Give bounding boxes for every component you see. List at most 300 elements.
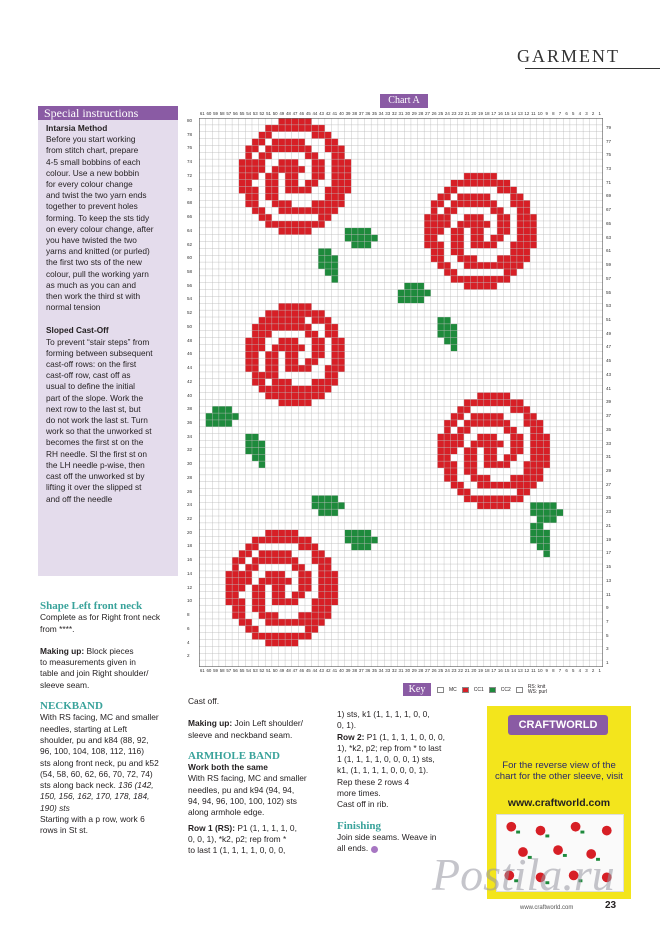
- cc1-stitch: [504, 180, 511, 187]
- cc1-stitch: [331, 358, 338, 365]
- column-number: 37: [358, 668, 364, 673]
- cc1-stitch: [318, 207, 325, 214]
- cc1-stitch: [424, 242, 431, 249]
- cc1-stitch: [252, 605, 259, 612]
- cc1-stitch: [312, 310, 319, 317]
- cc1-stitch: [437, 214, 444, 221]
- cc2-stitch: [358, 543, 365, 550]
- cc1-stitch: [444, 262, 451, 269]
- column-number: 9: [545, 111, 548, 116]
- cc1-stitch: [252, 351, 259, 358]
- cc1-stitch: [298, 166, 305, 173]
- cc1-stitch: [464, 495, 471, 502]
- cc2-stitch: [543, 550, 550, 557]
- cc1-stitch: [252, 372, 259, 379]
- cc1-stitch: [278, 118, 285, 125]
- row-number-left: 68: [187, 200, 193, 206]
- cc1-stitch: [484, 399, 491, 406]
- row-number-right: 3: [606, 646, 609, 652]
- cc1-stitch: [510, 434, 517, 441]
- cc1-stitch: [312, 338, 319, 345]
- cc1-stitch: [305, 365, 312, 372]
- column-number: 43: [319, 111, 324, 116]
- cc1-stitch: [477, 180, 484, 187]
- cc1-stitch: [318, 221, 325, 228]
- row-number-right: 7: [606, 618, 609, 624]
- cc1-stitch: [444, 221, 451, 228]
- cc1-stitch: [259, 550, 266, 557]
- row-number-left: 34: [187, 433, 193, 439]
- cc1-stitch: [278, 578, 285, 585]
- cc1-stitch: [245, 578, 252, 585]
- cc1-stitch: [252, 344, 259, 351]
- column-number: 1: [598, 668, 601, 673]
- cc1-stitch: [272, 619, 279, 626]
- row-number-right: 23: [606, 509, 612, 515]
- cc1-stitch: [524, 221, 531, 228]
- chart-title: Chart A: [380, 94, 428, 108]
- cc2-stitch: [365, 530, 372, 537]
- cc1-stitch: [245, 365, 252, 372]
- row-number-left: 48: [187, 337, 193, 343]
- cc2-stitch: [345, 537, 352, 544]
- cc2-stitch: [530, 523, 537, 530]
- cc1-stitch: [325, 386, 332, 393]
- cc1-stitch: [245, 193, 252, 200]
- cc1-stitch: [318, 173, 325, 180]
- column-number: 13: [517, 111, 523, 116]
- cc1-stitch: [471, 447, 478, 454]
- cc1-stitch: [252, 543, 259, 550]
- cc1-stitch: [298, 564, 305, 571]
- cc1-stitch: [464, 283, 471, 290]
- intarsia-body: Before you start working from stitch chart, prepare 4-5 small bobbins of each colour. Use a new bobbin for every colour change and twist the two yarn ends together to prevent holes forming. To keep the sts tidy on every colour change, after you have twisted the two yarns and knitted (or purled) the first two sts of the new colour, pull the working yarn as much as you can and then work the third st with normal tension: [46, 134, 154, 313]
- cc2-stitch: [451, 344, 458, 351]
- cc2-stitch: [345, 530, 352, 537]
- cc1-stitch: [484, 193, 491, 200]
- column-number: 55: [239, 668, 245, 673]
- cc1-stitch: [312, 207, 319, 214]
- cc1-stitch: [530, 482, 537, 489]
- cc1-stitch: [477, 173, 484, 180]
- cc1-stitch: [497, 180, 504, 187]
- cc1-stitch: [477, 242, 484, 249]
- cc1-stitch: [490, 262, 497, 269]
- column-number: 45: [305, 668, 311, 673]
- cc1-stitch: [338, 193, 345, 200]
- cc1-stitch: [318, 605, 325, 612]
- row-number-right: 37: [606, 413, 612, 419]
- row-number-left: 8: [187, 612, 190, 618]
- cc1-stitch: [292, 187, 299, 194]
- cc2-stitch: [259, 461, 266, 468]
- cc1-stitch: [272, 221, 279, 228]
- cc1-stitch: [292, 598, 299, 605]
- cc1-stitch: [331, 365, 338, 372]
- cc2-stitch: [371, 235, 378, 242]
- cc1-stitch: [265, 132, 272, 139]
- row-number-left: 54: [187, 296, 193, 302]
- cc1-stitch: [232, 592, 239, 599]
- cc1-stitch: [477, 413, 484, 420]
- column-number: 47: [292, 111, 298, 116]
- cc1-stitch: [530, 468, 537, 475]
- cc1-stitch: [325, 132, 332, 139]
- cc2-stitch: [451, 331, 458, 338]
- row1-continued: 1) sts, k1 (1, 1, 1, 1, 0, 0, 0, 1).: [337, 709, 430, 731]
- cc1-stitch: [239, 612, 246, 619]
- cc1-stitch: [444, 447, 451, 454]
- cc1-stitch: [517, 248, 524, 255]
- cc1-stitch: [497, 221, 504, 228]
- cc1-stitch: [325, 564, 332, 571]
- cc2-stitch: [212, 406, 219, 413]
- row-number-left: 38: [187, 406, 193, 412]
- row-number-right: 49: [606, 330, 612, 336]
- cc1-stitch: [517, 482, 524, 489]
- column-number: 10: [537, 668, 543, 673]
- cc2-stitch: [212, 420, 219, 427]
- cc2-stitch: [338, 502, 345, 509]
- column-number: 31: [398, 111, 404, 116]
- cc1-stitch: [331, 592, 338, 599]
- cc1-stitch: [484, 441, 491, 448]
- cc1-stitch: [292, 145, 299, 152]
- cc1-stitch: [510, 269, 517, 276]
- cc2-stitch: [325, 255, 332, 262]
- cc1-stitch: [292, 303, 299, 310]
- cc1-stitch: [265, 180, 272, 187]
- column-number: 8: [552, 111, 555, 116]
- cc1-stitch: [517, 193, 524, 200]
- cc1-stitch: [278, 537, 285, 544]
- cc1-stitch: [477, 214, 484, 221]
- chart-column-numbers-top: [199, 111, 603, 117]
- cc1-stitch: [272, 598, 279, 605]
- cc1-stitch: [292, 166, 299, 173]
- cc2-stitch: [404, 283, 411, 290]
- promo-link[interactable]: www.craftworld.com: [507, 797, 611, 809]
- cc1-stitch: [510, 248, 517, 255]
- cc1-stitch: [530, 434, 537, 441]
- row-number-right: 73: [606, 166, 612, 172]
- cc1-stitch: [232, 612, 239, 619]
- cc1-stitch: [451, 242, 458, 249]
- cc2-stitch: [365, 543, 372, 550]
- column-number: 21: [464, 111, 470, 116]
- cc1-stitch: [497, 420, 504, 427]
- cc1-stitch: [278, 619, 285, 626]
- cc1-stitch: [252, 159, 259, 166]
- cc1-stitch: [272, 537, 279, 544]
- column-number: 46: [299, 111, 305, 116]
- cc1-stitch: [259, 214, 266, 221]
- cc1-stitch: [272, 344, 279, 351]
- cc1-stitch: [331, 372, 338, 379]
- cc1-stitch: [437, 454, 444, 461]
- cc1-stitch: [312, 612, 319, 619]
- cc1-stitch: [272, 386, 279, 393]
- cc2-stitch: [232, 413, 239, 420]
- cc1-stitch: [504, 187, 511, 194]
- cc1-stitch: [471, 255, 478, 262]
- cc1-stitch: [265, 193, 272, 200]
- cc1-stitch: [437, 447, 444, 454]
- cc1-stitch: [239, 550, 246, 557]
- cc1-stitch: [232, 598, 239, 605]
- cc1-stitch: [345, 180, 352, 187]
- cc1-stitch: [338, 351, 345, 358]
- cc1-stitch: [424, 235, 431, 242]
- column-number: 20: [471, 668, 477, 673]
- cc1-stitch: [312, 132, 319, 139]
- cc2-stitch: [318, 255, 325, 262]
- cc1-stitch: [265, 578, 272, 585]
- cc2-stitch: [365, 235, 372, 242]
- cc1-stitch: [298, 578, 305, 585]
- row-number-right: 45: [606, 358, 612, 364]
- cc2-stitch: [318, 495, 325, 502]
- cc1-stitch: [265, 640, 272, 647]
- cc1-stitch: [517, 489, 524, 496]
- cc1-stitch: [497, 482, 504, 489]
- cc1-stitch: [471, 468, 478, 475]
- cc1-stitch: [524, 489, 531, 496]
- cc1-stitch: [318, 578, 325, 585]
- cc1-stitch: [265, 393, 272, 400]
- cc1-stitch: [477, 393, 484, 400]
- cc1-stitch: [278, 338, 285, 345]
- cc1-stitch: [285, 303, 292, 310]
- cc1-stitch: [245, 200, 252, 207]
- cc1-stitch: [318, 310, 325, 317]
- sloped-body: To prevent “stair steps” from forming between subsequent cast-off rows: on the first cast-off row, cast off as usual to define the initial part of the slope. Work the next row to the last st, but do not work the last st. Turn work so that the unworked st becomes the first st on the RH needle. Sl the first st on the LH needle p-wise, then cast off the unworked st by lifting it over the slipped st and off the needle: [46, 336, 153, 504]
- cc1-stitch: [490, 393, 497, 400]
- cc1-stitch: [305, 324, 312, 331]
- finishing-lines: Join side seams. Weave in all ends.: [337, 831, 437, 854]
- cc1-stitch: [444, 193, 451, 200]
- cc1-stitch: [484, 276, 491, 283]
- cc1-stitch: [278, 166, 285, 173]
- cc1-stitch: [298, 592, 305, 599]
- row-number-right: 1: [606, 660, 609, 666]
- cc1-stitch: [431, 255, 438, 262]
- cc1-stitch: [471, 193, 478, 200]
- cc1-stitch: [252, 537, 259, 544]
- cc1-stitch: [278, 640, 285, 647]
- cc1-stitch: [305, 358, 312, 365]
- cc1-stitch: [457, 489, 464, 496]
- making-up-paragraph: [40, 646, 190, 691]
- cc1-stitch: [265, 386, 272, 393]
- cc1-stitch: [524, 420, 531, 427]
- cc1-stitch: [510, 475, 517, 482]
- cc1-stitch: [272, 530, 279, 537]
- cc1-stitch: [272, 310, 279, 317]
- cc1-stitch: [312, 358, 319, 365]
- cc1-stitch: [252, 193, 259, 200]
- cc1-stitch: [312, 393, 319, 400]
- cc1-stitch: [331, 344, 338, 351]
- cc1-stitch: [530, 235, 537, 242]
- cc1-stitch: [318, 612, 325, 619]
- cc1-stitch: [464, 454, 471, 461]
- cc1-stitch: [292, 358, 299, 365]
- cc2-stitch: [537, 530, 544, 537]
- cc1-stitch: [524, 475, 531, 482]
- column-number: 20: [471, 111, 477, 116]
- cc1-stitch: [305, 187, 312, 194]
- cc1-stitch: [318, 598, 325, 605]
- row-number-left: 56: [187, 282, 193, 288]
- cc1-stitch: [298, 393, 305, 400]
- column-number: 52: [259, 668, 265, 673]
- cc1-stitch: [318, 214, 325, 221]
- cc1-stitch: [484, 393, 491, 400]
- cc2-stitch: [444, 331, 451, 338]
- cc2-stitch: [398, 290, 405, 297]
- cc1-stitch: [239, 605, 246, 612]
- cc1-stitch: [437, 434, 444, 441]
- cc1-stitch: [537, 475, 544, 482]
- cc1-stitch: [245, 180, 252, 187]
- cc1-stitch: [325, 193, 332, 200]
- cc1-stitch: [245, 173, 252, 180]
- neckband-body: [40, 712, 190, 814]
- column-number: 38: [352, 668, 358, 673]
- column-number: 4: [578, 111, 582, 116]
- cc1-stitch: [431, 207, 438, 214]
- cc1-stitch: [305, 145, 312, 152]
- cc1-stitch: [259, 372, 266, 379]
- cc1-stitch: [285, 578, 292, 585]
- column-number: 49: [279, 111, 285, 116]
- column-number: 54: [246, 668, 252, 673]
- cc1-stitch: [504, 255, 511, 262]
- cc1-stitch: [490, 180, 497, 187]
- row-number-right: 31: [606, 454, 612, 460]
- cc1-stitch: [272, 358, 279, 365]
- cc1-stitch: [517, 441, 524, 448]
- cc2-stitch: [537, 509, 544, 516]
- cc1-stitch: [278, 386, 285, 393]
- cc1-stitch: [457, 221, 464, 228]
- cc1-stitch: [265, 152, 272, 159]
- column-number: 25: [438, 111, 444, 116]
- shape-left-front-neck-heading: Shape Left front neck: [40, 600, 143, 612]
- column-number: 53: [252, 668, 258, 673]
- row-number-left: 2: [187, 653, 190, 659]
- cc1-stitch: [252, 187, 259, 194]
- cc1-stitch: [278, 303, 285, 310]
- neckband-heading: NECKBAND: [40, 700, 103, 713]
- cc1-stitch: [252, 592, 259, 599]
- cc2-stitch: [543, 537, 550, 544]
- cc1-stitch: [477, 475, 484, 482]
- row-number-left: 10: [187, 598, 193, 604]
- cc1-stitch: [312, 152, 319, 159]
- cc2-stitch: [365, 537, 372, 544]
- column-number: 54: [246, 111, 252, 116]
- column-number: 53: [252, 111, 258, 116]
- cc1-stitch: [510, 399, 517, 406]
- row-number-left: 26: [187, 488, 193, 494]
- row-number-right: 67: [606, 207, 612, 213]
- cc1-stitch: [537, 441, 544, 448]
- column-number: 32: [391, 668, 397, 673]
- cc2-stitch: [418, 296, 425, 303]
- cc1-stitch: [285, 145, 292, 152]
- cc1-stitch: [272, 193, 279, 200]
- cc1-stitch: [477, 495, 484, 502]
- cc1-stitch: [272, 557, 279, 564]
- row-number-right: 5: [606, 632, 609, 638]
- cc1-stitch: [252, 173, 259, 180]
- cc1-stitch: [457, 434, 464, 441]
- cc1-stitch: [259, 331, 266, 338]
- column-number: 42: [325, 668, 331, 673]
- cc1-stitch: [239, 619, 246, 626]
- cc1-stitch: [497, 495, 504, 502]
- cc1-stitch: [292, 537, 299, 544]
- key-cc1: CC1: [473, 687, 484, 693]
- column-number: 42: [325, 111, 331, 116]
- making-up-join: [188, 718, 338, 741]
- cc1-stitch: [292, 592, 299, 599]
- cc1-stitch: [477, 441, 484, 448]
- cc1-stitch: [451, 200, 458, 207]
- cc1-stitch: [451, 276, 458, 283]
- cc1-stitch: [245, 166, 252, 173]
- cc1-stitch: [457, 242, 464, 249]
- key-cc2: CC2: [500, 687, 511, 693]
- cc1-stitch: [497, 262, 504, 269]
- cc1-stitch: [464, 255, 471, 262]
- cc1-stitch: [457, 235, 464, 242]
- cc1-stitch: [325, 578, 332, 585]
- cc1-stitch: [331, 324, 338, 331]
- cc1-stitch: [517, 406, 524, 413]
- cc1-stitch: [497, 187, 504, 194]
- cc1-stitch: [259, 605, 266, 612]
- cc1-stitch: [510, 406, 517, 413]
- cc1-stitch: [530, 413, 537, 420]
- cc1-stitch: [510, 427, 517, 434]
- cc2-stitch: [345, 228, 352, 235]
- column-number: 12: [524, 668, 530, 673]
- column-number: 27: [425, 668, 430, 673]
- cc1-stitch: [285, 166, 292, 173]
- cc1-stitch: [504, 461, 511, 468]
- cc1-stitch: [285, 310, 292, 317]
- cc1-stitch: [484, 173, 491, 180]
- cc1-stitch: [451, 434, 458, 441]
- column-number: 25: [438, 668, 444, 673]
- column-number: 6: [565, 111, 568, 116]
- row-number-right: 11: [606, 591, 611, 597]
- cc1-stitch: [272, 612, 279, 619]
- cc1-stitch: [272, 200, 279, 207]
- column-number: 4: [578, 668, 582, 673]
- cc1-stitch: [471, 495, 478, 502]
- column-number: 37: [358, 111, 364, 116]
- cc1-stitch: [331, 351, 338, 358]
- cc1-stitch: [292, 564, 299, 571]
- cc1-stitch: [305, 221, 312, 228]
- cc1-stitch: [530, 461, 537, 468]
- column-number: 29: [411, 668, 417, 673]
- cc1-stitch: [278, 393, 285, 400]
